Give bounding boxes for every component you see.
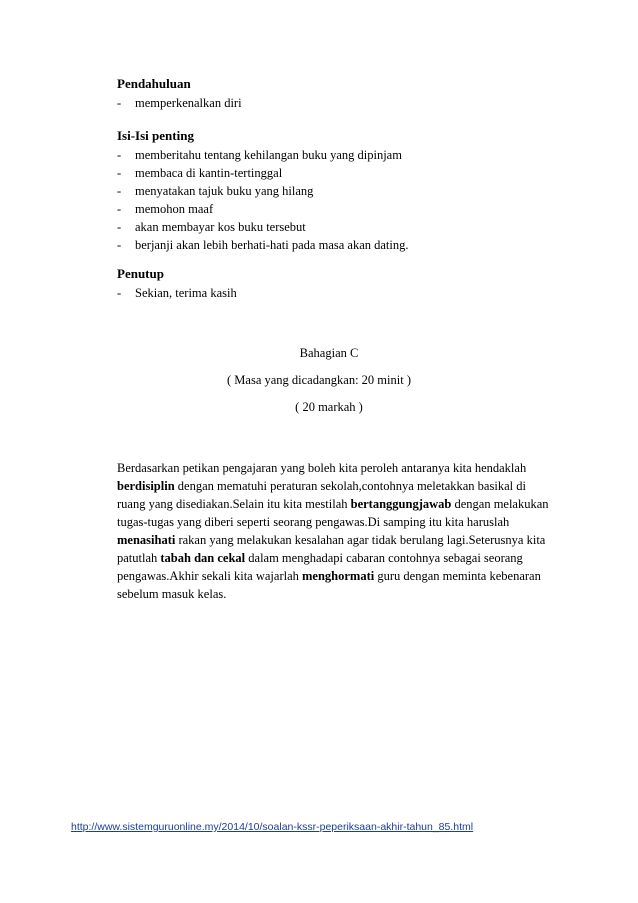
passage-line: menasihati rakan yang melakukan kesalahan agar tidak berulang lagi.Seterusnya kita: [117, 533, 546, 547]
passage-line: patutlah tabah dan cekal dalam menghadapi cabaran contohnya sebagai seorang: [117, 551, 523, 565]
list-item: - Sekian, terima kasih: [117, 286, 237, 300]
passage-line: berdisiplin dengan mematuhi peraturan sekolah,contohnya meletakkan basikal di: [117, 479, 526, 493]
passage-line: Berdasarkan petikan pengajaran yang boleh kita peroleh antaranya kita hendaklah: [117, 461, 527, 475]
heading-isi-penting: Isi-Isi penting: [117, 128, 194, 143]
passage-line: tugas-tugas yang diberi seperti seorang pengawas.Di samping itu kita haruslah: [117, 515, 510, 529]
passage-line: pengawas.Akhir sekali kita wajarlah menghormati guru dengan meminta kebenaran: [117, 569, 541, 583]
list-item: - memohon maaf: [117, 202, 214, 216]
list-item: - memperkenalkan diri: [117, 96, 242, 110]
list-item: - menyatakan tajuk buku yang hilang: [117, 184, 314, 198]
list-item: - akan membayar kos buku tersebut: [117, 220, 306, 234]
section-marks: ( 20 markah ): [295, 400, 363, 414]
section-time: ( Masa yang dicadangkan: 20 minit ): [227, 373, 411, 387]
source-link[interactable]: http://www.sistemguruonline.my/2014/10/soalan-kssr-peperiksaan-akhir-tahun_85.html: [71, 821, 474, 833]
heading-penutup: Penutup: [117, 266, 164, 281]
passage-line: sebelum masuk kelas.: [117, 587, 227, 601]
section-title: Bahagian C: [299, 346, 359, 360]
passage-line: ruang yang disediakan.Selain itu kita mestilah bertanggungjawab dengan melakukan: [117, 497, 549, 511]
list-item: - membaca di kantin-tertinggal: [117, 166, 283, 180]
list-item: - berjanji akan lebih berhati-hati pada masa akan dating.: [117, 238, 409, 252]
heading-pendahuluan: Pendahuluan: [117, 76, 191, 91]
list-item: - memberitahu tentang kehilangan buku yang dipinjam: [117, 148, 402, 162]
